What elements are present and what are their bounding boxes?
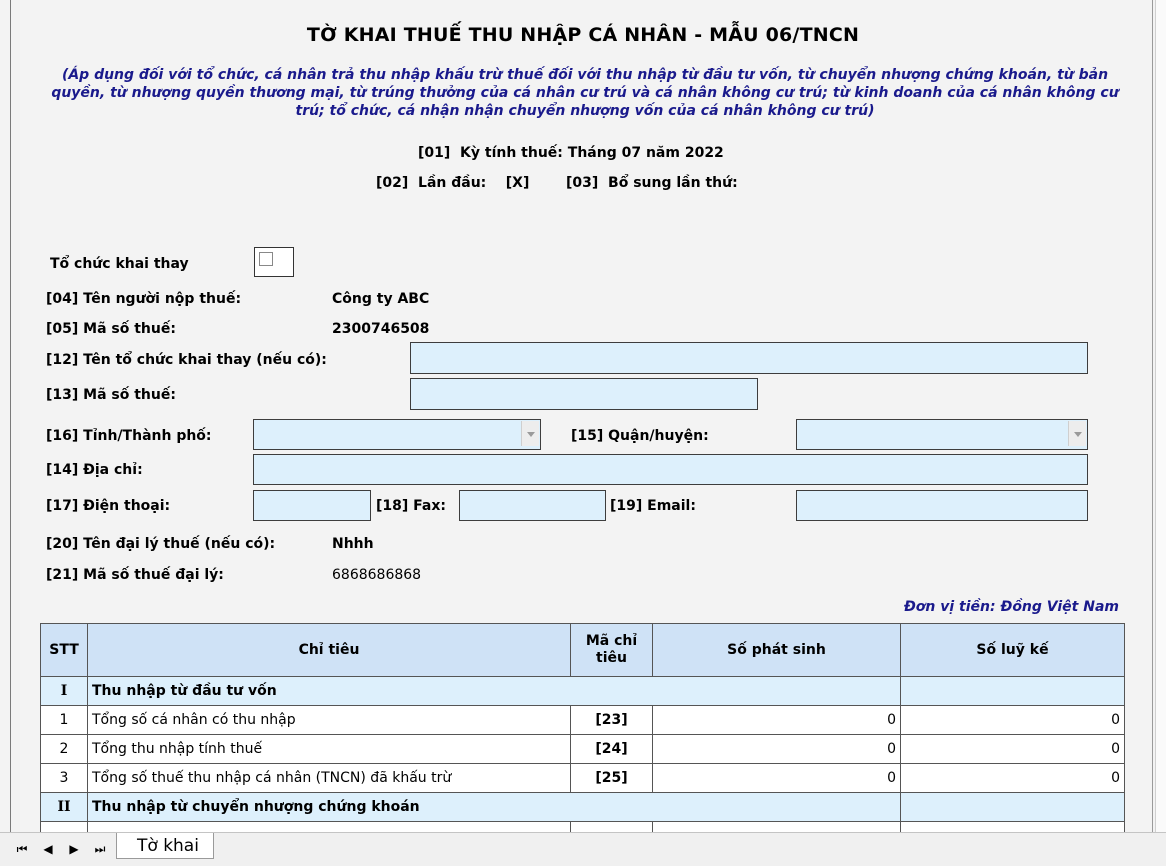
row-arising[interactable]: 0 — [653, 764, 901, 793]
agent-tax-id-label: [21] Mã số thuế đại lý: — [46, 567, 224, 583]
first-time-value[interactable]: [X] — [505, 175, 530, 191]
tab-to-khai[interactable]: Tờ khai — [116, 833, 214, 859]
section-cumulative — [901, 793, 1125, 822]
proxy-org-checkbox-box[interactable] — [259, 252, 273, 266]
row-code: [23] — [571, 706, 653, 735]
row-name: Tổng số cá nhân có thu nhập — [88, 706, 571, 735]
first-sheet-icon[interactable]: ⏮ — [16, 842, 28, 856]
section-stt: II — [41, 793, 88, 822]
header-code — [571, 624, 653, 677]
section-title: Thu nhập từ đầu tư vốn — [88, 677, 901, 706]
section-title: Thu nhập từ chuyển nhượng chứng khoán — [88, 793, 901, 822]
section-cumulative — [901, 677, 1125, 706]
proxy-org-checkbox[interactable] — [254, 247, 294, 277]
fax-input[interactable] — [459, 490, 606, 521]
section-row — [41, 793, 1125, 822]
proxy-name-label: [12] Tên tổ chức khai thay (nếu có): — [46, 352, 327, 368]
row-name: Tổng số thuế thu nhập cá nhân (TNCN) đã khấu trừ — [88, 764, 571, 793]
currency-unit: Đơn vị tiền: Đồng Việt Nam — [903, 599, 1119, 615]
supplement-label: Bổ sung lần thứ: — [608, 175, 738, 191]
taxpayer-name-label: [04] Tên người nộp thuế: — [46, 291, 242, 307]
header-code-line2: tiêu — [596, 650, 627, 666]
header-stt: STT — [41, 624, 88, 677]
form-title: TỜ KHAI THUẾ THU NHẬP CÁ NHÂN - MẪU 06/TNCN — [306, 24, 860, 46]
first-time-label: Lần đầu: — [418, 175, 487, 191]
sheet-tab-bar — [0, 832, 1166, 866]
header-arising: Số phát sinh — [653, 624, 901, 677]
proxy-name-input[interactable] — [410, 342, 1088, 374]
sheet-left-border — [10, 0, 11, 832]
district-select[interactable] — [796, 419, 1088, 450]
proxy-tax-id-label: [13] Mã số thuế: — [46, 387, 176, 403]
first-time-code: [02] — [376, 175, 409, 191]
province-select[interactable] — [253, 419, 541, 450]
first-time-row — [376, 175, 529, 191]
supplement-code: [03] — [566, 175, 599, 191]
row-cumulative[interactable]: 0 — [901, 706, 1125, 735]
fax-label: [18] Fax: — [376, 498, 446, 514]
address-label: [14] Địa chỉ: — [46, 462, 143, 478]
header-cumulative: Số luỹ kế — [901, 624, 1125, 677]
table-row — [41, 706, 1125, 735]
row-code: [24] — [571, 735, 653, 764]
row-name: Tổng thu nhập tính thuế — [88, 735, 571, 764]
row-code: [25] — [571, 764, 653, 793]
tax-id-value: 2300746508 — [332, 321, 430, 337]
proxy-org-label: Tổ chức khai thay — [50, 256, 189, 272]
proxy-tax-id-input[interactable] — [410, 378, 758, 410]
agent-name-label: [20] Tên đại lý thuế (nếu có): — [46, 536, 276, 552]
supplement-row — [566, 175, 738, 191]
row-stt: 3 — [41, 764, 88, 793]
phone-label: [17] Điện thoại: — [46, 498, 171, 514]
period-row — [418, 145, 724, 161]
agent-tax-id-value: 6868686868 — [332, 567, 422, 583]
indicator-table — [40, 623, 1125, 832]
email-input[interactable] — [796, 490, 1088, 521]
row-arising[interactable]: 0 — [653, 735, 901, 764]
header-indicator: Chỉ tiêu — [88, 624, 571, 677]
table-row — [41, 735, 1125, 764]
row-stt: 1 — [41, 706, 88, 735]
period-code: [01] — [418, 145, 451, 161]
row-arising[interactable]: 0 — [653, 706, 901, 735]
form-subtitle: (Áp dụng đối với tổ chức, cá nhân trả thu nhập khấu trừ thuế đối với thu nhập từ đầu tư vốn, từ chuyển nhượng chứng khoán, từ bản quyền, từ nhượng quyền thương mại, từ trúng thưởng của cá nhân cư trú và cá nhân không cư trú; từ kinh doanh của cá nhân không cư trú; tổ chức, cá nhận nhận chuyển nhượng vốn của cá nhân không cư trú) — [51, 67, 1119, 119]
sheet-right-border — [1152, 0, 1153, 832]
table-header-row — [41, 624, 1125, 677]
section-row — [41, 677, 1125, 706]
taxpayer-name-value: Công ty ABC — [332, 291, 430, 307]
header-code-line1: Mã chỉ — [585, 633, 638, 649]
email-label: [19] Email: — [610, 498, 696, 514]
table-row — [41, 822, 1125, 833]
chevron-down-icon[interactable] — [1068, 421, 1086, 446]
chevron-down-icon[interactable] — [521, 421, 539, 446]
vertical-scrollbar[interactable] — [1155, 0, 1166, 832]
row-cumulative[interactable]: 0 — [901, 764, 1125, 793]
row-cumulative[interactable]: 0 — [901, 735, 1125, 764]
table-row — [41, 764, 1125, 793]
last-sheet-icon[interactable]: ⏭ — [94, 842, 106, 856]
section-stt: I — [41, 677, 88, 706]
prev-sheet-icon[interactable]: ◀ — [43, 842, 53, 856]
province-label: [16] Tỉnh/Thành phố: — [46, 428, 212, 444]
next-sheet-icon[interactable]: ▶ — [69, 842, 79, 856]
agent-name-value: Nhhh — [332, 536, 374, 552]
row-stt: 2 — [41, 735, 88, 764]
phone-input[interactable] — [253, 490, 371, 521]
address-input[interactable] — [253, 454, 1088, 485]
period-text: Kỳ tính thuế: Tháng 07 năm 2022 — [460, 145, 724, 161]
tax-id-label: [05] Mã số thuế: — [46, 321, 176, 337]
district-label: [15] Quận/huyện: — [571, 428, 709, 444]
